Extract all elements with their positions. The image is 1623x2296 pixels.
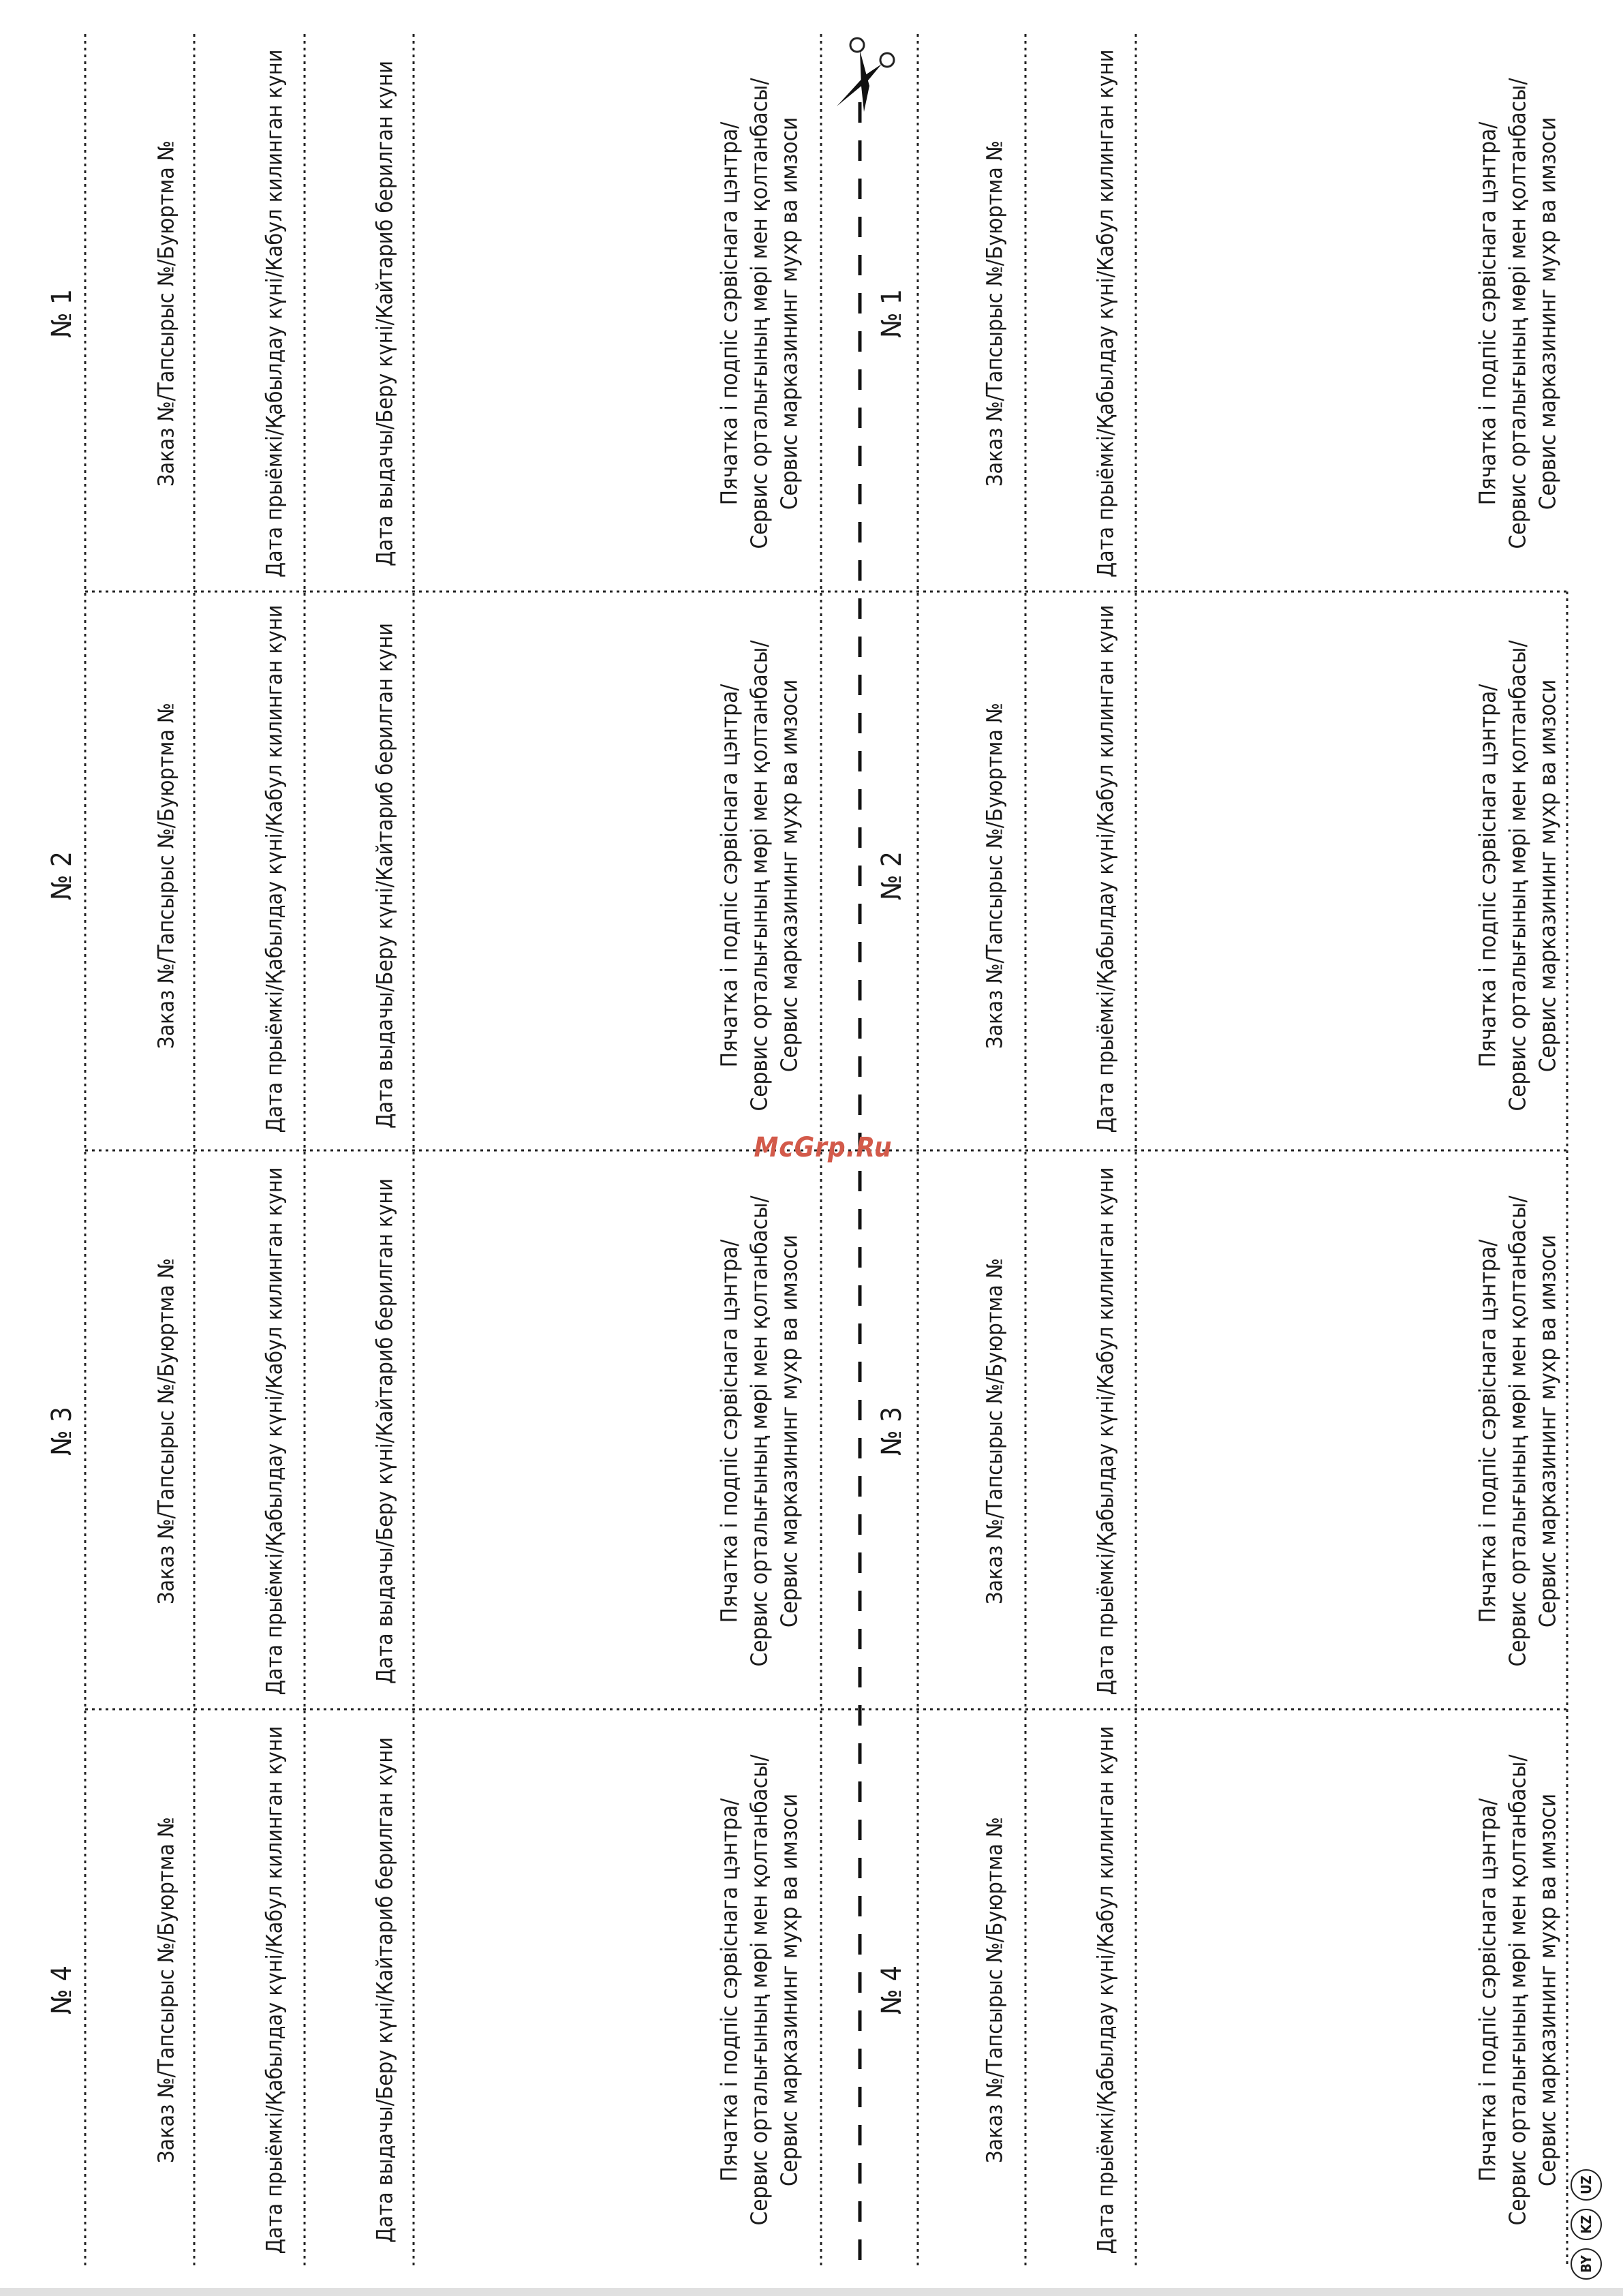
received-date-field: Дата прыёмкі/Қабылдау күні/Кабул килинган куни — [261, 1726, 288, 2254]
stamp-line: Пячатка і подпіс сэрвіснага цэнтра/ — [1474, 684, 1501, 1068]
order-number-field: Заказ №/Тапсырыс №/Буюртма № — [153, 703, 179, 1049]
received-date-field: Дата прыёмкі/Қабылдау күні/Кабул килинган куни — [261, 604, 288, 1133]
stamp-line: Сервис марказининг мухр ва имзоси — [776, 117, 803, 510]
stamp-signature-field — [1473, 1754, 1564, 2225]
country-badge-kz: KZ — [1571, 2209, 1602, 2240]
received-date-field: Дата прыёмкі/Қабылдау күні/Кабул килинган куни — [1092, 1167, 1119, 1696]
stamp-line: Сервис марказининг мухр ва имзоси — [776, 1793, 803, 2187]
stub-number: № 4 — [876, 1965, 908, 2015]
stamp-signature-field — [715, 1754, 805, 2225]
stamp-line: Пячатка і подпіс сэрвіснага цэнтра/ — [715, 121, 743, 506]
order-number-field: Заказ №/Тапсырыс №/Буюртма № — [153, 140, 179, 487]
country-badge-by: BY — [1571, 2248, 1602, 2280]
received-date-field: Дата прыёмкі/Қабылдау күні/Кабул килинган куни — [1092, 604, 1119, 1133]
stamp-signature-field — [1473, 1195, 1564, 1666]
coupon-number: № 4 — [46, 1965, 78, 2015]
order-number-field: Заказ №/Тапсырыс №/Буюртма № — [153, 1817, 179, 2163]
coupon-number: № 2 — [46, 851, 78, 900]
received-date-field: Дата прыёмкі/Қабылдау күні/Кабул килинган куни — [261, 49, 288, 578]
stamp-line: Пячатка і подпіс сэрвіснага цэнтра/ — [715, 684, 743, 1068]
stamp-line: Сервис орталығының мөрі мен қолтанбасы/ — [1504, 78, 1531, 549]
issued-date-field: Дата выдачы/Беру күні/Кайтариб берилган куни — [371, 1737, 398, 2243]
received-date-field: Дата прыёмкі/Қабылдау күні/Кабул килинган куни — [1092, 1726, 1119, 2254]
order-number-field: Заказ №/Тапсырыс №/Буюртма № — [153, 1258, 179, 1604]
received-date-field: Дата прыёмкі/Қабылдау күні/Кабул килинган куни — [261, 1167, 288, 1696]
stamp-line: Сервис орталығының мөрі мен қолтанбасы/ — [745, 640, 773, 1112]
bottom-edge — [0, 2288, 1623, 2296]
stamp-line: Сервис орталығының мөрі мен қолтанбасы/ — [745, 1754, 773, 2226]
coupon-number: № 1 — [46, 289, 78, 338]
stamp-line: Сервис орталығының мөрі мен қолтанбасы/ — [1504, 1195, 1531, 1667]
stamp-line: Пячатка і подпіс сэрвіснага цэнтра/ — [1474, 1798, 1501, 2182]
stamp-line: Сервис орталығының мөрі мен қолтанбасы/ — [1504, 640, 1531, 1112]
stamp-line: Сервис марказининг мухр ва имзоси — [1534, 1234, 1562, 1628]
stamp-line: Сервис орталығының мөрі мен қолтанбасы/ — [1504, 1754, 1531, 2226]
stamp-line: Сервис марказининг мухр ва имзоси — [776, 679, 803, 1073]
order-number-field: Заказ №/Тапсырыс №/Буюртма № — [981, 703, 1008, 1049]
stamp-line: Сервис марказининг мухр ва имзоси — [1534, 117, 1562, 510]
stamp-line: Сервис орталығының мөрі мен қолтанбасы/ — [745, 78, 773, 549]
stub-number: № 2 — [876, 851, 908, 900]
stamp-line: Пячатка і подпіс сэрвіснага цэнтра/ — [715, 1239, 743, 1623]
order-number-field: Заказ №/Тапсырыс №/Буюртма № — [981, 1817, 1008, 2163]
watermark: McGrp.Ru — [754, 1132, 893, 1163]
stamp-line: Пячатка і подпіс сэрвіснага цэнтра/ — [1474, 121, 1501, 506]
stamp-signature-field — [1473, 640, 1564, 1111]
stamp-signature-field — [715, 1195, 805, 1666]
stamp-line: Сервис марказининг мухр ва имзоси — [1534, 679, 1562, 1073]
stamp-line: Пячатка і подпіс сэрвіснага цэнтра/ — [1474, 1239, 1501, 1623]
stamp-line: Сервис орталығының мөрі мен қолтанбасы/ — [745, 1195, 773, 1667]
scissors-icon — [824, 35, 899, 124]
stamp-line: Сервис марказининг мухр ва имзоси — [1534, 1793, 1562, 2187]
stub-number: № 3 — [876, 1407, 908, 1456]
stamp-line: Пячатка і подпіс сэрвіснага цэнтра/ — [715, 1798, 743, 2182]
stub-number: № 1 — [876, 289, 908, 338]
stamp-signature-field — [1473, 78, 1564, 549]
coupon-number: № 3 — [46, 1407, 78, 1456]
issued-date-field: Дата выдачы/Беру күні/Кайтариб берилган куни — [371, 623, 398, 1129]
issued-date-field: Дата выдачы/Беру күні/Кайтариб берилган куни — [371, 61, 398, 566]
country-badge-uz: UZ — [1571, 2169, 1602, 2201]
order-number-field: Заказ №/Тапсырыс №/Буюртма № — [981, 140, 1008, 487]
stamp-line: Сервис марказининг мухр ва имзоси — [776, 1234, 803, 1628]
issued-date-field: Дата выдачы/Беру күні/Кайтариб берилган куни — [371, 1178, 398, 1684]
stamp-signature-field — [715, 640, 805, 1111]
stamp-signature-field — [715, 78, 805, 549]
order-number-field: Заказ №/Тапсырыс №/Буюртма № — [981, 1258, 1008, 1604]
received-date-field: Дата прыёмкі/Қабылдау күні/Кабул килинган куни — [1092, 49, 1119, 578]
